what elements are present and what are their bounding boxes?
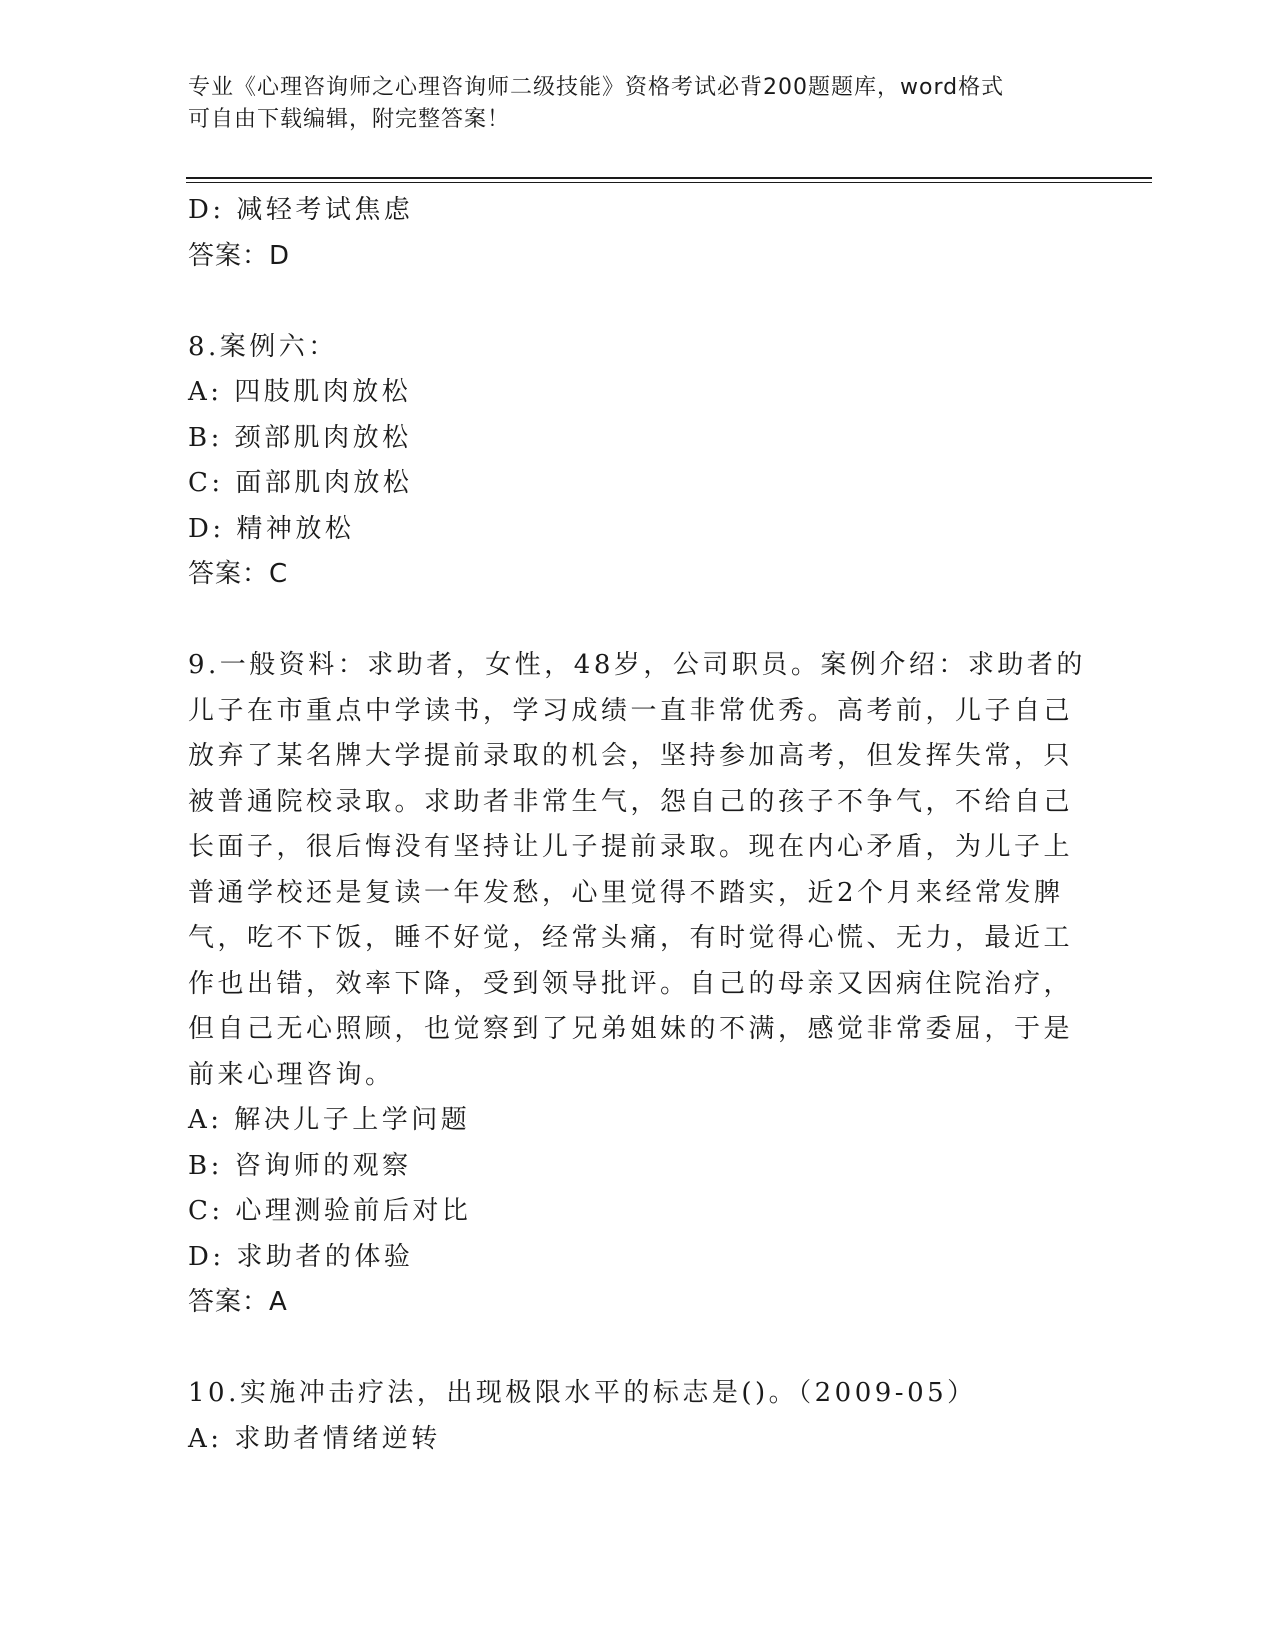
q9-stem-line: 前来心理咨询。 (188, 1059, 395, 1090)
q8-stem: 8.案例六： (188, 331, 338, 362)
document-header (188, 72, 1068, 136)
question-9 (188, 643, 1086, 1326)
q9-stem-line: 被普通院校录取。求助者非常生气，怨自己的孩子不争气，不给自己 (188, 786, 1074, 817)
q9-stem-line: 普通学校还是复读一年发愁，心里觉得不踏实，近2个月来经常发脾 (188, 877, 1064, 908)
question-10 (188, 1371, 1068, 1462)
q9-option-c: C: 心理测验前后对比 (188, 1196, 472, 1226)
q9-option-b: B: 咨询师的观察 (188, 1150, 412, 1181)
q7-option-d: D: 减轻考试焦虑 (188, 195, 414, 225)
q8-option-c: C: 面部肌肉放松 (188, 468, 413, 498)
q9-stem-line: 放弃了某名牌大学提前录取的机会，坚持参加高考，但发挥失常，只 (188, 741, 1074, 771)
spacer (188, 1326, 1068, 1372)
q9-stem-line: 长面子，很后悔没有坚持让儿子提前录取。现在内心矛盾，为儿子上 (188, 832, 1074, 862)
header-rule-thick (186, 177, 1152, 179)
header-line-1: 专业《心理咨询师之心理咨询师二级技能》资格考试必背200题题库，word格式 (188, 75, 1005, 100)
header-line-2: 可自由下载编辑，附完整答案！ (188, 107, 511, 132)
q7-answer: 答案：D (188, 240, 291, 271)
q8-option-d: D: 精神放松 (188, 513, 355, 544)
q9-stem-line: 气，吃不下饭，睡不好觉，经常头痛，有时觉得心慌、无力，最近工 (188, 923, 1074, 953)
document-body (188, 188, 1086, 1462)
q9-answer: 答案：A (188, 1287, 288, 1317)
q10-stem: 10.实施冲击疗法，出现极限水平的标志是()。（2009-05） (188, 1378, 977, 1408)
q8-answer: 答案：C (188, 559, 289, 589)
q9-stem-line: 但自己无心照顾，也觉察到了兄弟姐妹的不满，感觉非常委屈，于是 (188, 1014, 1074, 1044)
q9-stem-line: 儿子在市重点中学读书，学习成绩一直非常优秀。高考前，儿子自己 (188, 695, 1074, 726)
q9-option-a: A: 解决儿子上学问题 (188, 1105, 471, 1135)
q10-option-a: A: 求助者情绪逆转 (188, 1423, 441, 1454)
q9-stem-line: 作也出错，效率下降，受到领导批评。自己的母亲又因病住院治疗， (188, 968, 1074, 999)
q9-stem-line: 9.一般资料：求助者，女性，48岁，公司职员。案例介绍：求助者的 (188, 650, 1086, 680)
q9-stem (188, 643, 1086, 1098)
q8-option-b: B: 颈部肌肉放松 (188, 422, 412, 453)
question-8 (188, 325, 1068, 598)
spacer (188, 598, 1068, 644)
q8-option-a: A: 四肢肌肉放松 (188, 377, 412, 407)
spacer (188, 279, 1068, 325)
header-rule-thin (186, 182, 1152, 183)
q9-option-d: D: 求助者的体验 (188, 1241, 414, 1272)
